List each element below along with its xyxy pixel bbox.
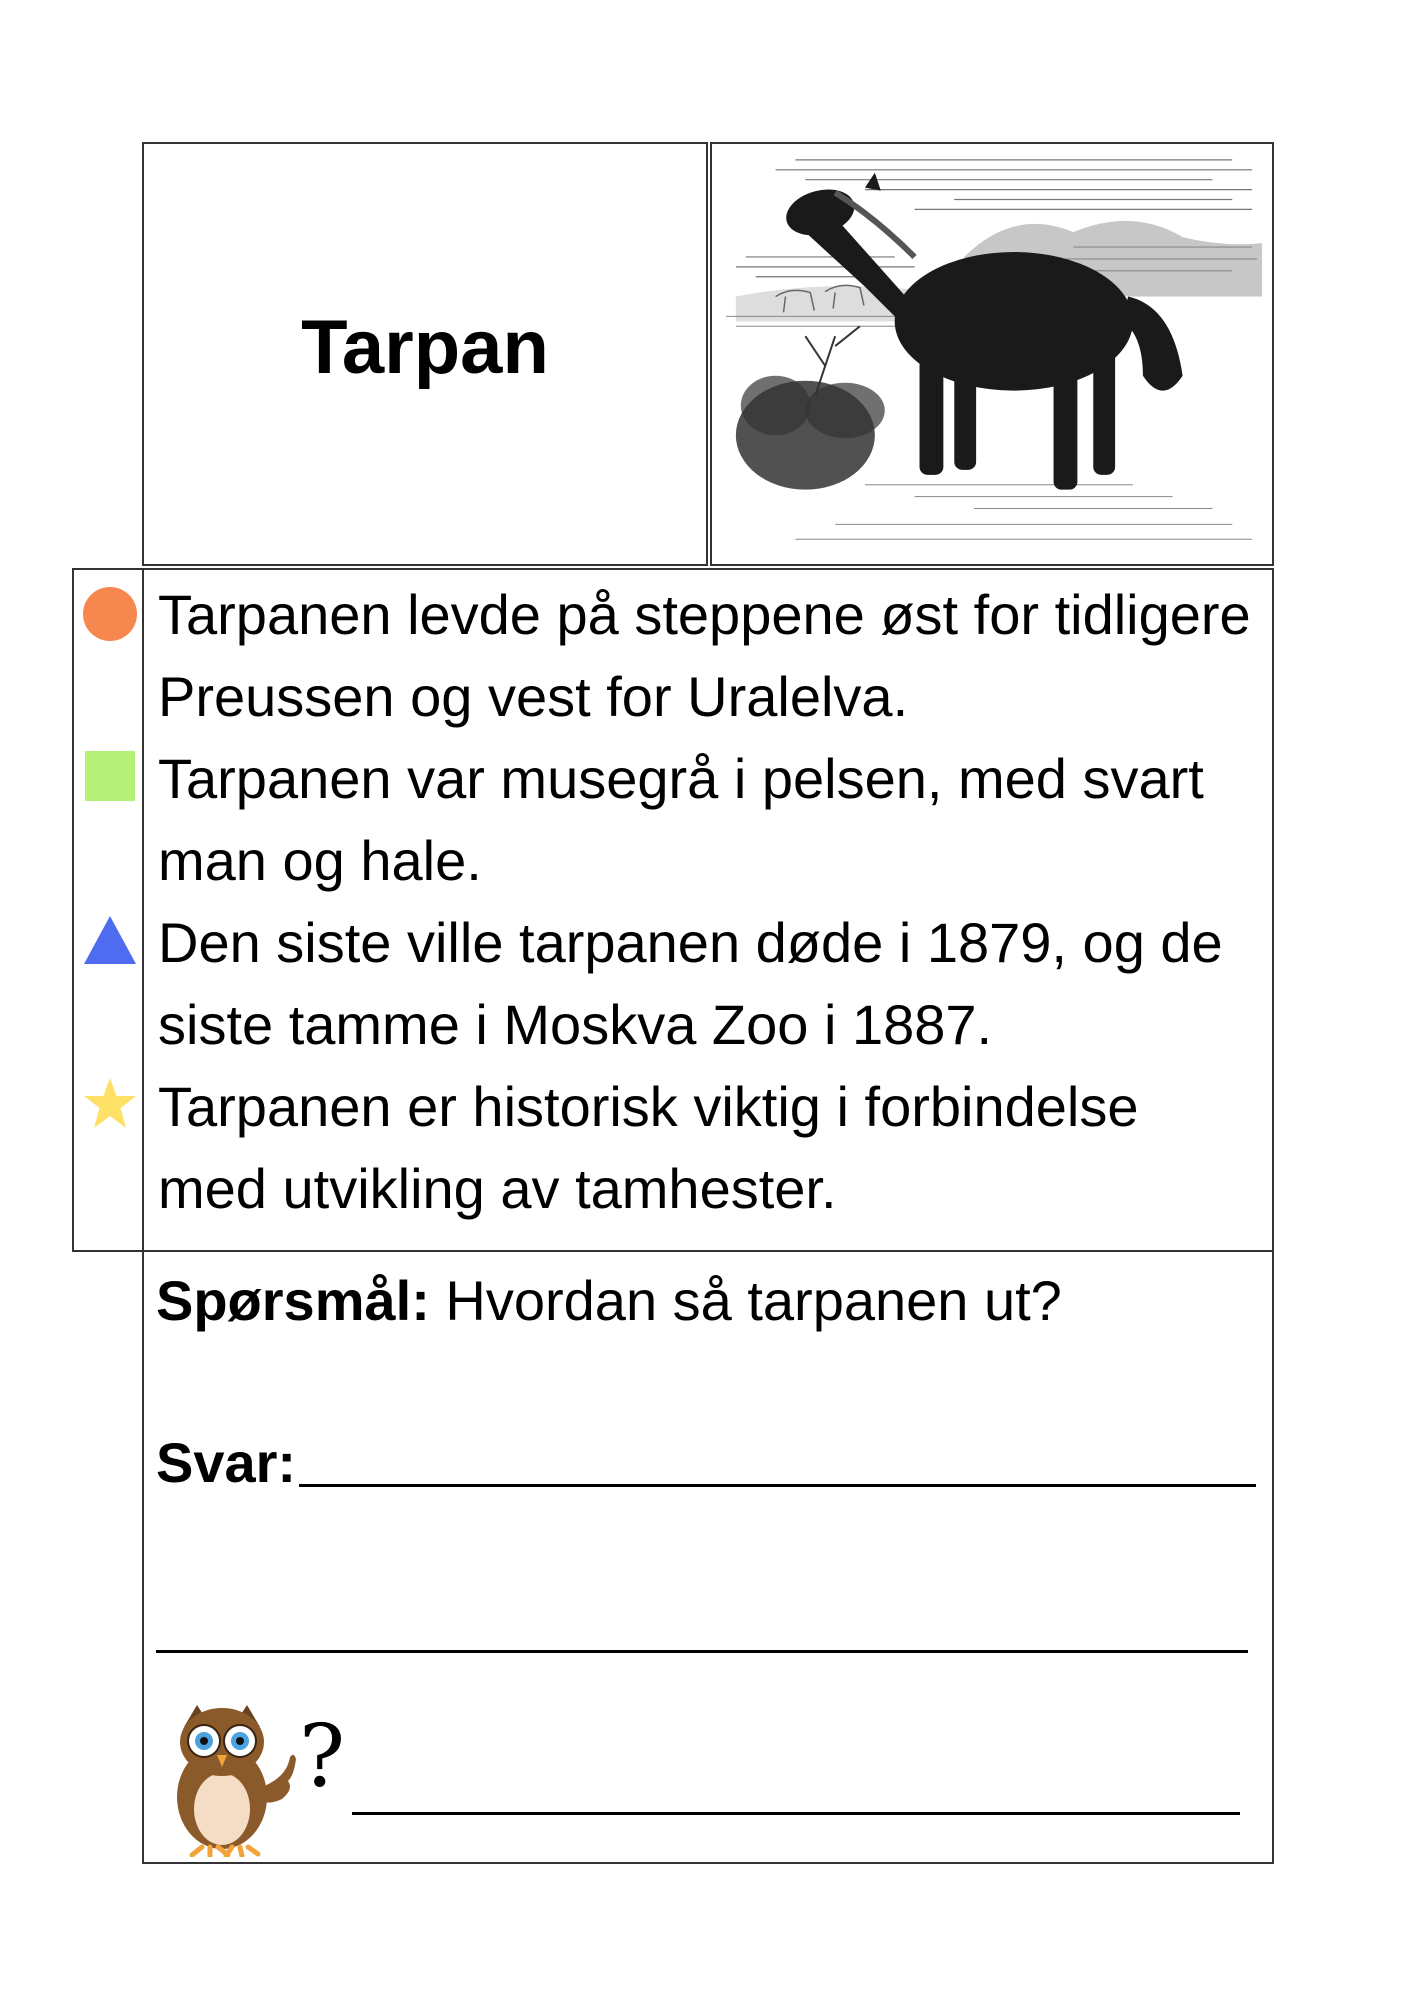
question-cell — [142, 1250, 1274, 1864]
illustration-cell — [710, 142, 1274, 566]
green-square-icon — [82, 748, 138, 804]
blue-triangle-icon — [82, 914, 138, 970]
fact-text: Den siste ville tarpanen døde i 1879, og de siste tamme i Moskva Zoo i 1887. — [158, 911, 1223, 1056]
answer-line[interactable] — [299, 1484, 1256, 1487]
answer-label: Svar: — [156, 1431, 297, 1494]
question-text: Hvordan så tarpanen ut? — [429, 1269, 1062, 1332]
horse-engraving-icon — [716, 148, 1268, 560]
orange-circle-icon — [82, 586, 138, 642]
question-mark: ? — [299, 1707, 346, 1807]
extra-question-line[interactable] — [352, 1812, 1240, 1815]
title-cell — [142, 142, 708, 566]
yellow-star-icon — [82, 1076, 138, 1132]
question-label: Spørsmål: — [156, 1269, 430, 1332]
fact-text: Tarpanen er historisk viktig i forbindelse med utvikling av tamhester. — [158, 1075, 1139, 1220]
answer-line[interactable] — [156, 1650, 1248, 1653]
symbol-column — [72, 568, 144, 1252]
fact-text: Tarpanen levde på steppene øst for tidligere Preussen og vest for Uralelva. — [158, 583, 1251, 728]
owl-thumbs-up-icon — [162, 1697, 300, 1857]
question-line — [156, 1268, 1062, 1333]
facts-cell — [142, 568, 1274, 1252]
page-title: Tarpan — [301, 305, 549, 390]
fact-text: Tarpanen var musegrå i pelsen, med svart man og hale. — [158, 747, 1204, 892]
